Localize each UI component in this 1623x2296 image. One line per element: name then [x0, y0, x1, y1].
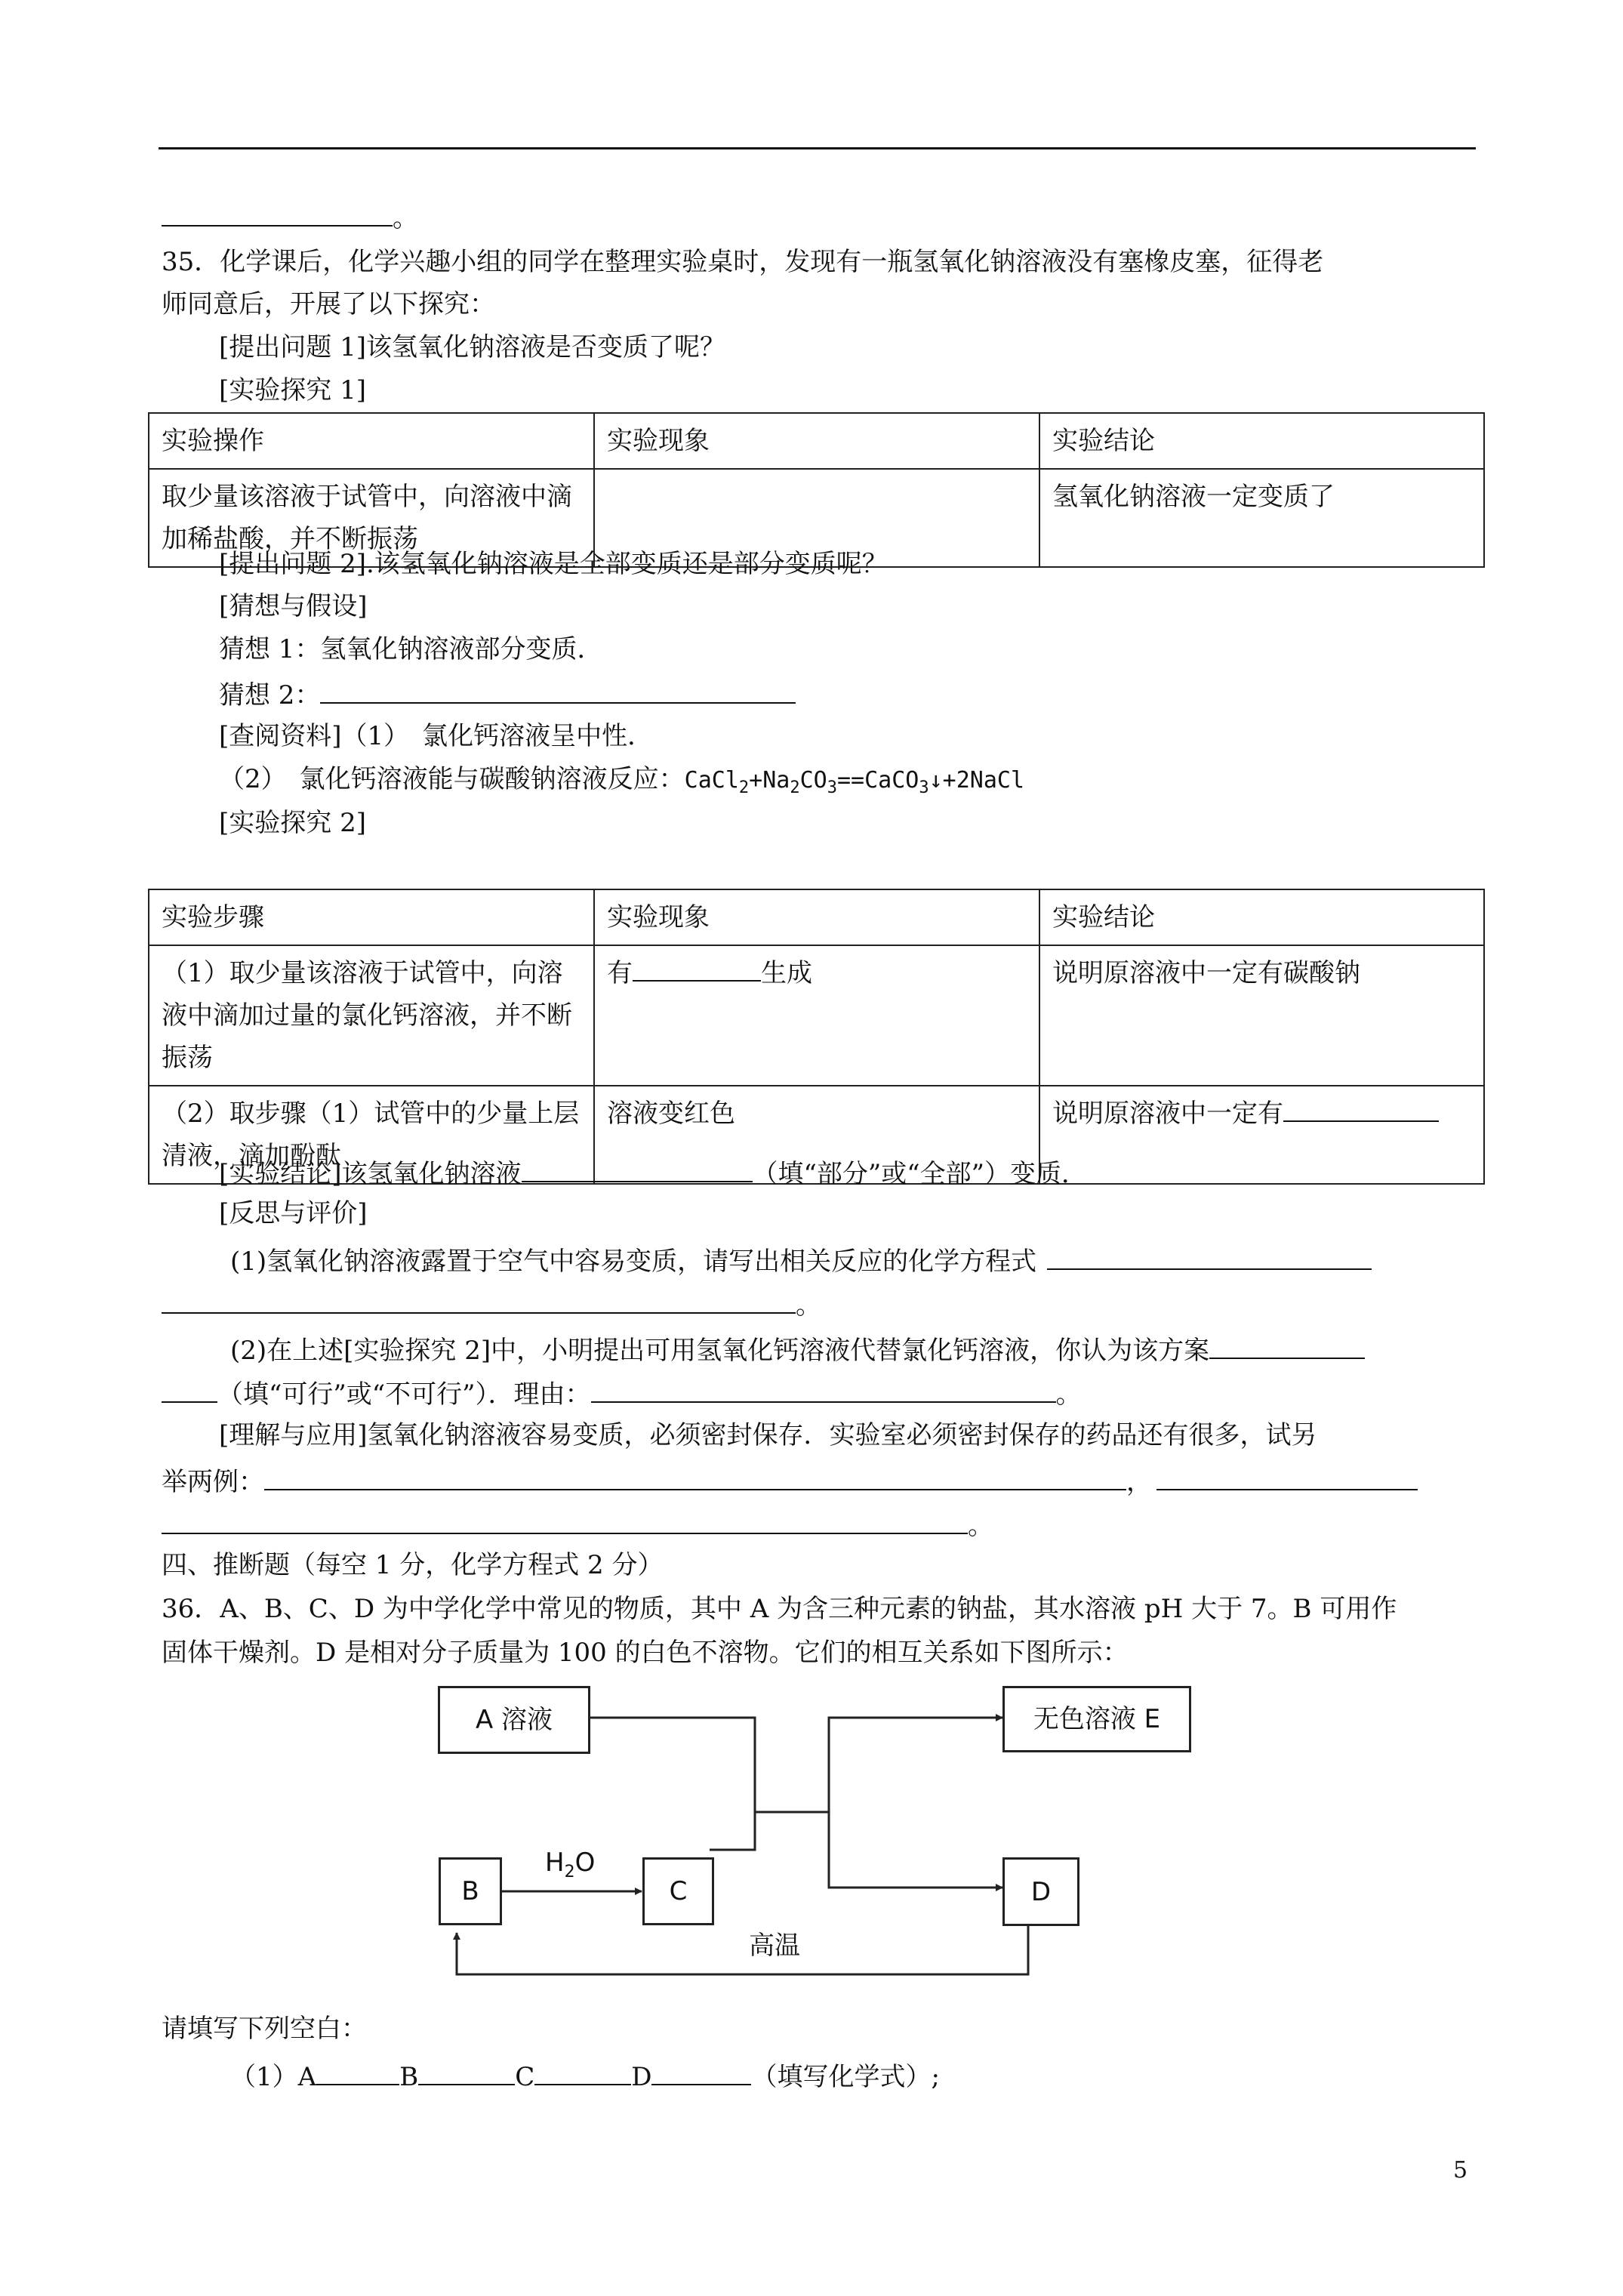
q36-line2: 固体干燥剂。D 是相对分子质量为 100 的白色不溶物。它们的相互关系如下图所示：: [162, 1638, 1129, 1668]
reflect2-text: (2)在上述[实验探究 2]中，小明提出可用氢氧化钙溶液代替氯化钙溶液，你认为该方案: [230, 1336, 1210, 1366]
table-header-cell: 实验结论: [1039, 413, 1484, 469]
lookup2-prefix: （2） 氯化钙溶液能与碳酸钠溶液反应：: [219, 764, 685, 794]
box-c: [642, 1857, 714, 1925]
answer-a-label: （1）A: [230, 2062, 317, 2092]
problem1: [提出问题 1]该氢氧化钠溶液是否变质了呢？: [219, 332, 725, 362]
period: 。: [1055, 1379, 1082, 1410]
conclusion-suffix: （填“部分”或“全部”）变质．: [752, 1159, 1088, 1189]
eq-sub: 3: [919, 778, 929, 797]
eq-part: ↓+2NaCl: [929, 767, 1025, 794]
reflect2-text: （填“可行”或“不可行”）．理由：: [217, 1379, 591, 1410]
comma: ，: [1126, 1467, 1152, 1497]
fill-prompt: 请填写下列空白：: [162, 2014, 367, 2044]
arrow-to-e: [829, 1718, 1002, 1812]
table-header-cell: 实验现象: [594, 413, 1039, 469]
q35-intro-line1: 35．化学课后，化学兴趣小组的同学在整理实验桌时，发现有一瓶氢氧化钠溶液没有塞橡皮塞，征得老: [162, 247, 1324, 277]
answer-a-blank[interactable]: [316, 2061, 399, 2085]
water-label: [545, 1850, 595, 1881]
lookup1: [查阅资料]（1） 氯化钙溶液呈中性．: [219, 721, 654, 751]
q35-intro-line2: 师同意后，开展了以下探究：: [162, 289, 495, 319]
table-cell-conclusion: 氢氧化钠溶液一定变质了: [1039, 469, 1484, 567]
answer-b-label: B: [399, 2062, 419, 2092]
box-b: [439, 1857, 502, 1925]
conclusion-prefix: [实验结论]该氢氧化钠溶液: [219, 1159, 522, 1189]
eq-sub: 2: [790, 778, 800, 797]
box-label: D: [1030, 1876, 1052, 1907]
box-e-solution: [1002, 1686, 1191, 1752]
box-label: A 溶液: [475, 1705, 553, 1735]
apply-line1: [理解与应用]氢氧化钠溶液容易变质，必须密封保存．实验室必须密封保存的药品还有很多，试另: [219, 1420, 1317, 1450]
water-h: H: [545, 1848, 565, 1878]
reflect1-text: (1)氢氧化钠溶液露置于空气中容易变质，请写出相关反应的化学方程式: [230, 1247, 1037, 1277]
period: 。: [796, 1290, 821, 1321]
table-cell-operation: 取少量该溶液于试管中，向溶液中滴加稀盐酸，并不断振荡: [149, 469, 594, 567]
box-d: [1002, 1857, 1079, 1926]
answer-d-blank[interactable]: [651, 2061, 751, 2085]
table-header-cell: 实验步骤: [149, 889, 594, 945]
answer-c-label: C: [515, 2062, 535, 2092]
box-label: B: [461, 1876, 479, 1906]
hypothesis-title: [猜想与假设]: [219, 591, 368, 621]
explore2-title: [实验探究 2]: [219, 808, 366, 838]
q36-line1: 36．A、B、C、D 为中学化学中常见的物质，其中 A 为含三种元素的钠盐，其水溶液 pH 大于 7。B 可用作: [162, 1594, 1397, 1624]
eq-part: +Na: [749, 767, 790, 794]
box-a-solution: [438, 1686, 590, 1754]
section-title: 四、推断题（每空 1 分，化学方程式 2 分）: [162, 1550, 664, 1580]
guess2-label: 猜想 2：: [219, 680, 321, 710]
answer-d-label: D: [631, 2062, 652, 2092]
period: 。: [393, 203, 418, 233]
eq-part: CaCl: [684, 767, 739, 794]
apply-text: 举两例：: [162, 1467, 264, 1497]
guess1: 猜想 1：氢氧化钠溶液部分变质．: [219, 634, 603, 664]
answer-line: [230, 2061, 940, 2090]
table-cell-step: （1）取少量该溶液于试管中，向溶液中滴加过量的氯化钙溶液，并不断振荡: [149, 945, 594, 1086]
eq-part: CO: [799, 767, 827, 794]
table-header-cell: 实验现象: [594, 889, 1039, 945]
water-sub: 2: [564, 1862, 575, 1881]
eq-sub: 3: [827, 778, 837, 797]
arrow-a-line: [586, 1718, 755, 1812]
water-o: O: [574, 1848, 596, 1878]
answer-c-blank[interactable]: [534, 2061, 631, 2085]
eq-part: ==CaCO: [836, 767, 919, 794]
table-cell-phenomenon: 溶液变红色: [594, 1086, 1039, 1184]
arrow-c-line: [710, 1812, 755, 1850]
arrow-d-to-b: [457, 1922, 1028, 1974]
eq-sub: 2: [738, 778, 750, 797]
problem2: [提出问题 2].该氢氧化钠溶液是全部变质还是部分变质呢？: [219, 549, 888, 579]
table-cell-conclusion: 说明原溶液中一定有碳酸钠: [1039, 945, 1484, 1086]
phenomenon-text: 有: [607, 958, 633, 988]
answer-b-blank[interactable]: [418, 2061, 515, 2085]
box-label: 无色溶液 E: [1033, 1704, 1161, 1734]
table-cell-step: （2）取步骤（1）试管中的少量上层清液，滴加酚酞: [149, 1086, 594, 1184]
phenomenon-text: 生成: [761, 958, 812, 988]
table-header-cell: 实验操作: [149, 413, 594, 469]
explore1-title: [实验探究 1]: [219, 375, 366, 405]
arrow-to-d: [829, 1812, 1002, 1888]
conclusion-text: 说明原溶液中一定有: [1052, 1099, 1283, 1129]
table-header-cell: 实验结论: [1039, 889, 1484, 945]
reflect-title: [反思与评价]: [219, 1198, 368, 1228]
page-number: 5: [1453, 2157, 1468, 2184]
high-temperature-label: 高温: [749, 1931, 800, 1961]
period: 。: [968, 1511, 993, 1541]
box-label: C: [669, 1876, 688, 1906]
answer-suffix: （填写化学式）;: [751, 2062, 940, 2092]
